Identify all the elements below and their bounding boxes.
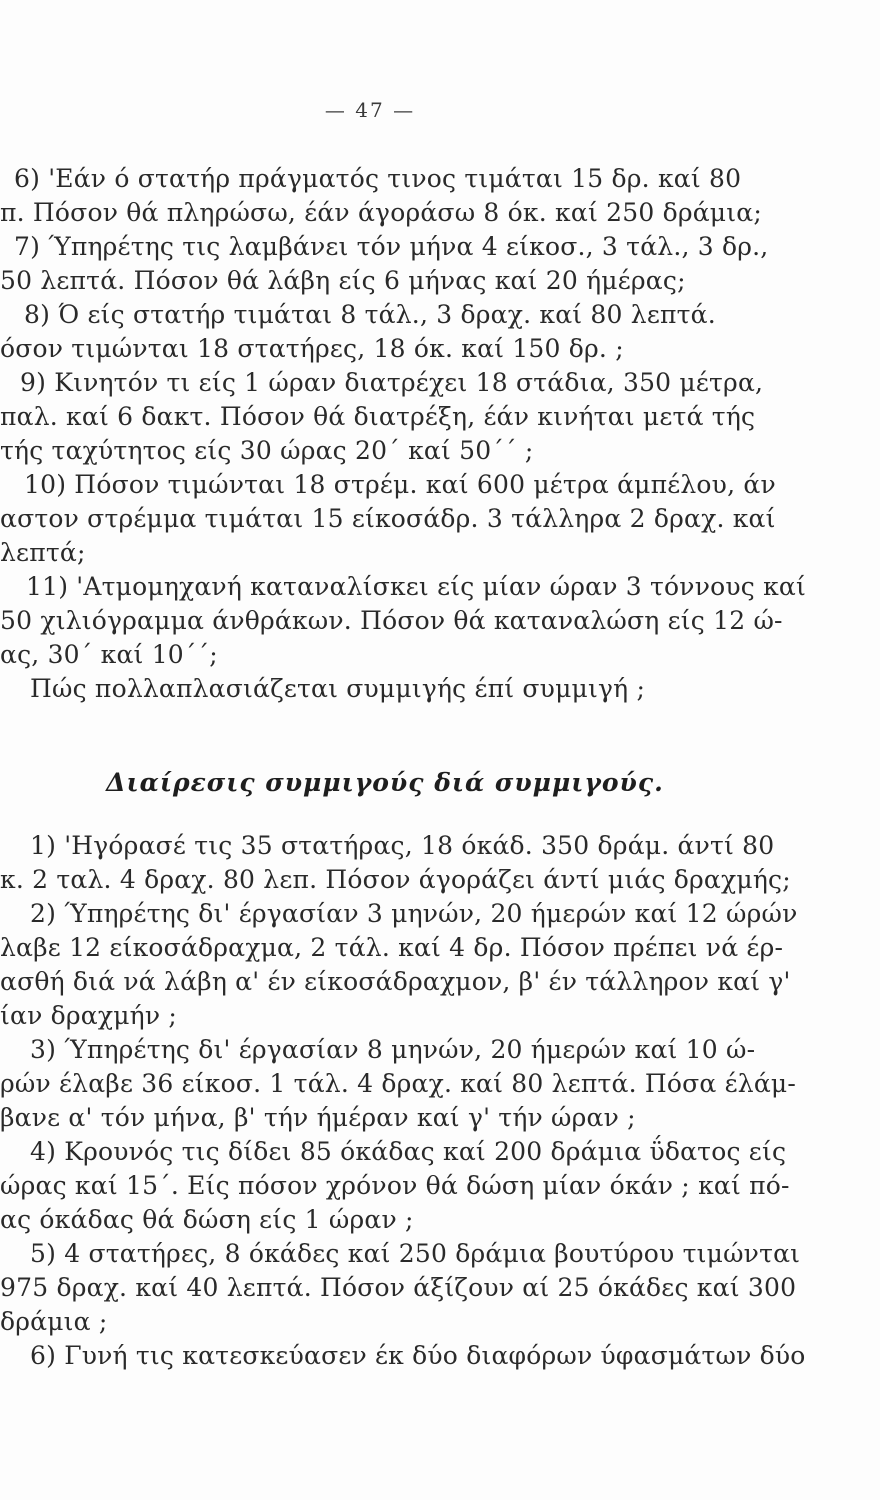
text-line: αστον στρέμμα τιμάται 15 είκοσάδρ. 3 τάλληρα 2 δραχ. καί	[0, 504, 776, 533]
text-line: Πώς πολλαπλασιάζεται συμμιγής έπί συμμιγή ;	[30, 674, 646, 703]
text-line: βανε α' τόν μήνα, β' τήν ήμέραν καί γ' τήν ώραν ;	[0, 1103, 636, 1132]
text-line: 8) Ό είς στατήρ τιμάται 8 τάλ., 3 δραχ. καί 80 λεπτά.	[24, 300, 716, 329]
text-line: ώρας καί 15΄. Είς πόσον χρόνον θά δώση μίαν όκάν ; καί πό-	[0, 1171, 790, 1200]
text-line: 4) Κρουνός τις δίδει 85 όκάδας καί 200 δράμια ΰδατος είς	[30, 1137, 787, 1166]
text-line: 6) 'Εάν ό στατήρ πράγματός τινος τιμάται 15 δρ. καί 80	[14, 164, 742, 193]
text-line: 2) Ύπηρέτης δι' έργασίαν 3 μηνών, 20 ήμερών καί 12 ώρών	[30, 899, 798, 928]
text-line: κ. 2 ταλ. 4 δραχ. 80 λεπ. Πόσον άγοράζει άντί μιάς δραχμής;	[0, 865, 791, 894]
text-line: 6) Γυνή τις κατεσκεύασεν έκ δύο διαφόρων ύφασμάτων δύο	[30, 1341, 806, 1370]
text-line: τής ταχύτητος είς 30 ώρας 20΄ καί 50΄΄ ;	[0, 436, 534, 465]
text-line: π. Πόσον θά πληρώσω, έάν άγοράσω 8 όκ. καί 250 δράμια;	[0, 198, 762, 227]
page-number: — 47 —	[324, 98, 416, 122]
text-line: λεπτά;	[0, 538, 86, 567]
text-line: 1) 'Ηγόρασέ τις 35 στατήρας, 18 όκάδ. 350 δράμ. άντί 80	[30, 831, 775, 860]
text-line: ρών έλαβε 36 είκοσ. 1 τάλ. 4 δραχ. καί 80 λεπτά. Πόσα έλάμ-	[0, 1069, 797, 1098]
exercises-division	[0, 829, 880, 1373]
text-line: 50 χιλιόγραμμα άνθράκων. Πόσον θά καταναλώση είς 12 ώ-	[0, 606, 783, 635]
text-line: 975 δραχ. καί 40 λεπτά. Πόσον άξίζουν αί 25 όκάδες καί 300	[0, 1273, 797, 1302]
text-line: ασθή διά νά λάβη α' έν είκοσάδραχμον, β' έν τάλληρον καί γ'	[0, 967, 791, 996]
text-line: λαβε 12 είκοσάδραχμα, 2 τάλ. καί 4 δρ. Πόσον πρέπει νά έρ-	[0, 933, 784, 962]
text-line: 11) 'Ατμομηχανή καταναλίσκει είς μίαν ώραν 3 τόννους καί	[26, 572, 807, 601]
text-line: παλ. καί 6 δακτ. Πόσον θά διατρέξη, έάν κινήται μετά τής	[0, 402, 756, 431]
text-line: 50 λεπτά. Πόσον θά λάβη είς 6 μήνας καί 20 ήμέρας;	[0, 266, 686, 295]
text-line: ας όκάδας θά δώση είς 1 ώραν ;	[0, 1205, 414, 1234]
section-heading: Διαίρεσις συμμιγούς διά συμμιγούς.	[106, 768, 664, 797]
exercises-multiplication	[0, 162, 880, 706]
text-line: 3) Ύπηρέτης δι' έργασίαν 8 μηνών, 20 ήμερών καί 10 ώ-	[30, 1035, 756, 1064]
text-line: ας, 30΄ καί 10΄΄;	[0, 640, 218, 669]
text-line: δράμια ;	[0, 1307, 108, 1336]
text-line: 7) Ύπηρέτης τις λαμβάνει τόν μήνα 4 είκοσ., 3 τάλ., 3 δρ.,	[14, 232, 769, 261]
text-line: όσον τιμώνται 18 στατήρες, 18 όκ. καί 150 δρ. ;	[0, 334, 624, 363]
text-line: 10) Πόσον τιμώνται 18 στρέμ. καί 600 μέτρα άμπέλου, άν	[24, 470, 776, 499]
text-line: 9) Κινητόν τι είς 1 ώραν διατρέχει 18 στάδια, 350 μέτρα,	[20, 368, 764, 397]
text-line: 5) 4 στατήρες, 8 όκάδες καί 250 δράμια βουτύρου τιμώνται	[30, 1239, 801, 1268]
text-line: ίαν δραχμήν ;	[0, 1001, 178, 1030]
